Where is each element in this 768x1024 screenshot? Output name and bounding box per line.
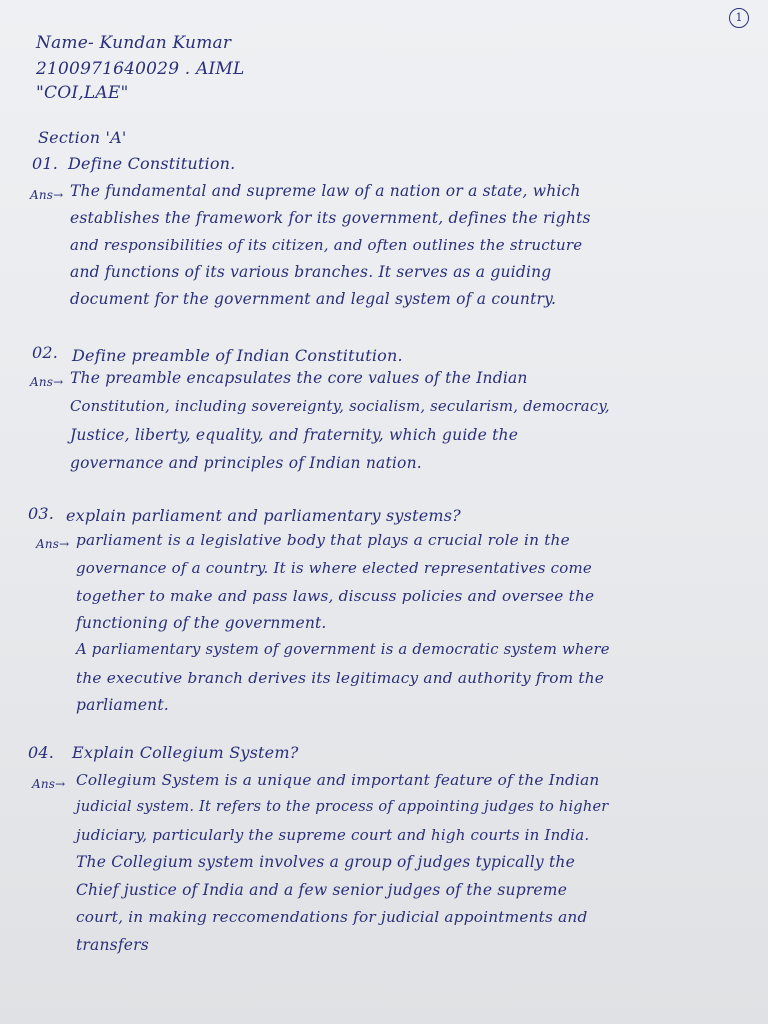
page-number: 1 (729, 8, 749, 28)
answer-line: governance and principles of Indian nation. (70, 454, 422, 472)
answer-line: functioning of the government. (76, 614, 327, 632)
question-number: 04. (28, 743, 55, 762)
answer-line: court, in making reccomendations for judicial appointments and (76, 908, 588, 926)
answer-line: The preamble encapsulates the core values of the Indian (70, 369, 528, 387)
answer-line: establishes the framework for its government, defines the rights (70, 209, 591, 227)
answer-line: transfers (76, 936, 149, 954)
question-number: 03. (28, 504, 55, 523)
question-text: Define preamble of Indian Constitution. (72, 346, 403, 365)
answer-line: governance of a country. It is where elected representatives come (76, 559, 592, 577)
answer-line: parliament. (76, 696, 169, 714)
answer-line: The fundamental and supreme law of a nation or a state, which (70, 182, 581, 200)
answer-line: Chief justice of India and a few senior judges of the supreme (76, 881, 568, 899)
answer-marker: Ans→ (36, 537, 70, 551)
subject-code: "COI,LAE" (36, 83, 129, 103)
section-heading: Section 'A' (38, 128, 127, 147)
question-text: Define Constitution. (68, 154, 236, 173)
answer-marker: Ans→ (32, 777, 66, 791)
answer-line: Justice, liberty, equality, and fraternity, which guide the (70, 426, 519, 444)
answer-line: together to make and pass laws, discuss policies and oversee the (76, 587, 595, 605)
roll-number: 2100971640029 . AIML (36, 59, 245, 79)
answer-line: Collegium System is a unique and important feature of the Indian (76, 771, 600, 789)
answer-line: judiciary, particularly the supreme court and high courts in India. (76, 826, 590, 844)
answer-line: Constitution, including sovereignty, socialism, secularism, democracy, (70, 398, 610, 415)
student-name: Name- Kundan Kumar (36, 33, 232, 53)
question-text: Explain Collegium System? (72, 743, 299, 762)
question-text: explain parliament and parliamentary systems? (66, 506, 461, 525)
question-number: 02. (32, 343, 59, 362)
question-number: 01. (32, 154, 59, 173)
answer-line: judicial system. It refers to the process of appointing judges to higher (76, 798, 609, 815)
answer-marker: Ans→ (30, 375, 64, 389)
answer-line: the executive branch derives its legitimacy and authority from the (76, 669, 605, 687)
answer-marker: Ans→ (30, 188, 64, 202)
answer-line: and responsibilities of its citizen, and often outlines the structure (70, 236, 583, 254)
answer-line: The Collegium system involves a group of judges typically the (76, 853, 575, 871)
answer-line: document for the government and legal system of a country. (70, 290, 557, 308)
answer-line: A parliamentary system of government is a democratic system where (76, 641, 610, 658)
answer-line: parliament is a legislative body that plays a crucial role in the (76, 531, 570, 549)
answer-line: and functions of its various branches. It serves as a guiding (70, 263, 552, 281)
